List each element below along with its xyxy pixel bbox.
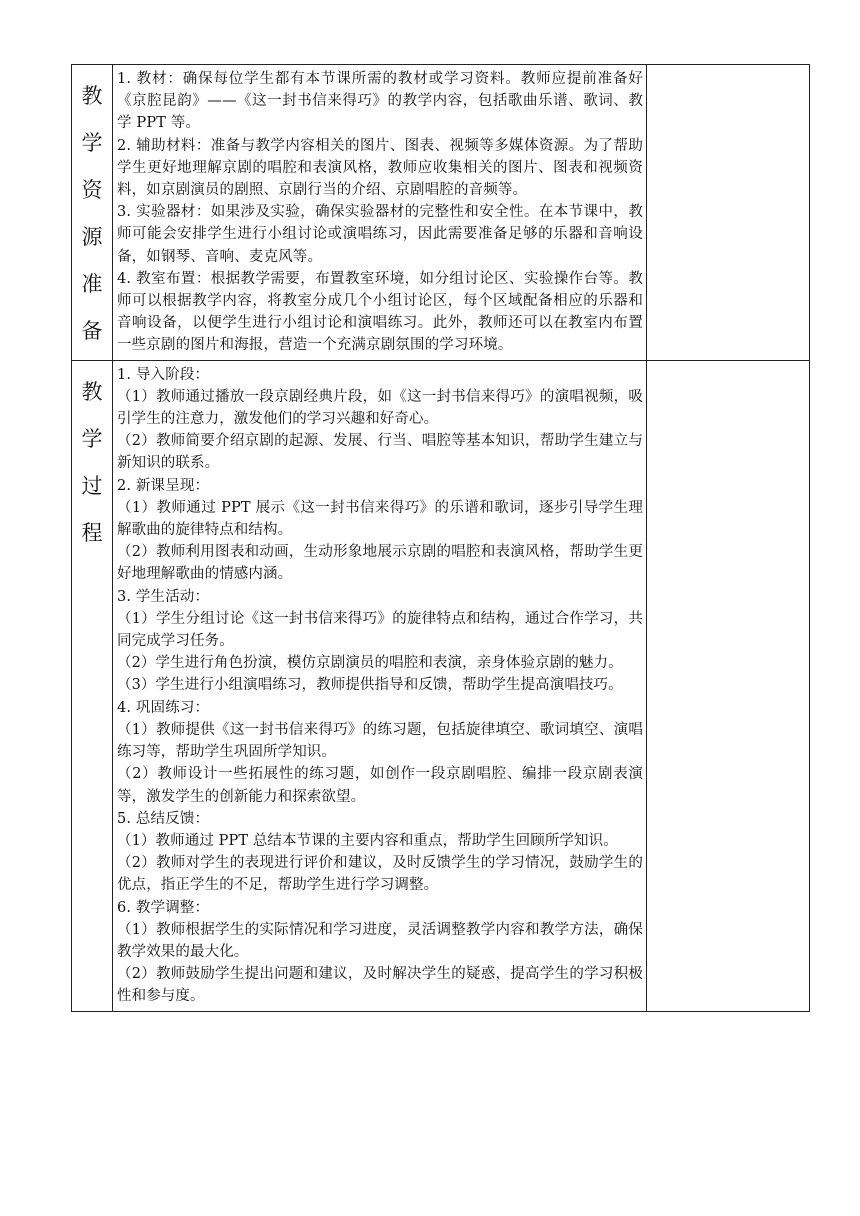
lesson-plan-table [71,64,810,1012]
paragraph: （1）教师通过 PPT 总结本节课的主要内容和重点，帮助学生回顾所学知识。 [117,832,618,849]
paragraph: 1. 导入阶段： [117,366,210,383]
paragraph: （1）教师通过播放一段京剧经典片段，如《这一封书信来得巧》的演唱视频，吸引学生的注意力，激发他们的学习兴趣和好奇心。 [117,388,643,428]
paragraph: 3. 实验器材：如果涉及实验，确保实验器材的完整性和安全性。在本节课中，教师可能会安排学生进行小组讨论或演唱练习，因此需要准备足够的乐器和音响设备，如钢琴、音响、麦克风等。 [117,204,643,265]
heading-char: 备 [81,319,103,343]
process-content [113,360,647,1011]
notes-cell [647,360,810,1011]
heading-char: 资 [81,178,103,202]
resources-content [113,65,647,361]
row-heading-process [72,360,113,1011]
table-row [72,65,810,361]
heading-char: 过 [81,473,103,498]
notes-cell [647,65,810,361]
table-row [72,360,810,1011]
paragraph: （2）教师对学生的表现进行评价和建议，及时反馈学生的学习情况，鼓励学生的优点，指正学生的不足，帮助学生进行学习调整。 [117,855,643,894]
paragraph: （1）学生分组讨论《这一封书信来得巧》的旋律特点和结构，通过合作学习，共同完成学习任务。 [117,610,643,650]
heading-char: 源 [81,225,103,249]
paragraph: 4. 巩固练习： [117,699,210,716]
paragraph: （2）教师利用图表和动画，生动形象地展示京剧的唱腔和表演风格，帮助学生更好地理解歌曲的情感内涵。 [117,544,643,583]
heading-char: 准 [81,272,103,296]
paragraph: （3）学生进行小组演唱练习，教师提供指导和反馈，帮助学生提高演唱技巧。 [117,677,623,694]
paragraph: （1）教师通过 PPT 展示《这一封书信来得巧》的乐谱和歌词，逐步引导学生理解歌曲的旋律特点和结构。 [117,499,643,539]
paragraph: 4. 教室布置：根据教学需要，布置教室环境，如分组讨论区、实验操作台等。教师可以根据教学内容，将教室分成几个小组讨论区，每个区域配备相应的乐器和音响设备，以便学生进行小组讨论和演唱练习。此外，教师还可以在教室内布置一些京剧的图片和海报，营造一个充满京剧氛围的学习环境。 [117,270,643,354]
paragraph: 1. 教材：确保每位学生都有本节课所需的教材或学习资料。教师应提前准备好《京腔昆韵》——《这一封书信来得巧》的教学内容，包括歌曲乐谱、歌词、教学 PPT 等。 [117,71,643,132]
heading-char: 教 [81,379,103,404]
paragraph: （1）教师提供《这一封书信来得巧》的练习题，包括旋律填空、歌词填空、演唱练习等，帮助学生巩固所学知识。 [117,721,643,761]
heading-char: 教 [81,84,103,108]
paragraph: 2. 辅助材料：准备与教学内容相关的图片、图表、视频等多媒体资源。为了帮助学生更好地理解京剧的唱腔和表演风格，教师应收集相关的图片、图表和视频资料，如京剧演员的剧照、京剧行当的介绍、京剧唱腔的音频等。 [117,137,643,199]
paragraph: 5. 总结反馈： [117,810,210,827]
paragraph: 3. 学生活动： [117,588,210,605]
paragraph: （1）教师根据学生的实际情况和学习进度，灵活调整教学内容和教学方法，确保教学效果的最大化。 [117,921,643,960]
paragraph: （2）教师简要介绍京剧的起源、发展、行当、唱腔等基本知识，帮助学生建立与新知识的联系。 [117,433,643,472]
paragraph: 2. 新课呈现： [117,477,210,494]
heading-char: 学 [81,131,103,155]
paragraph: （2）学生进行角色扮演，模仿京剧演员的唱腔和表演，亲身体验京剧的魅力。 [117,655,623,672]
paragraph: （2）教师鼓励学生提出问题和建议，及时解决学生的疑惑，提高学生的学习积极性和参与度。 [117,966,643,1005]
paragraph: （2）教师设计一些拓展性的练习题，如创作一段京剧唱腔、编排一段京剧表演等，激发学生的创新能力和探索欲望。 [117,766,643,805]
paragraph: 6. 教学调整： [117,899,210,916]
heading-char: 学 [81,426,103,451]
row-heading-resources [72,65,113,361]
heading-char: 程 [81,520,103,545]
